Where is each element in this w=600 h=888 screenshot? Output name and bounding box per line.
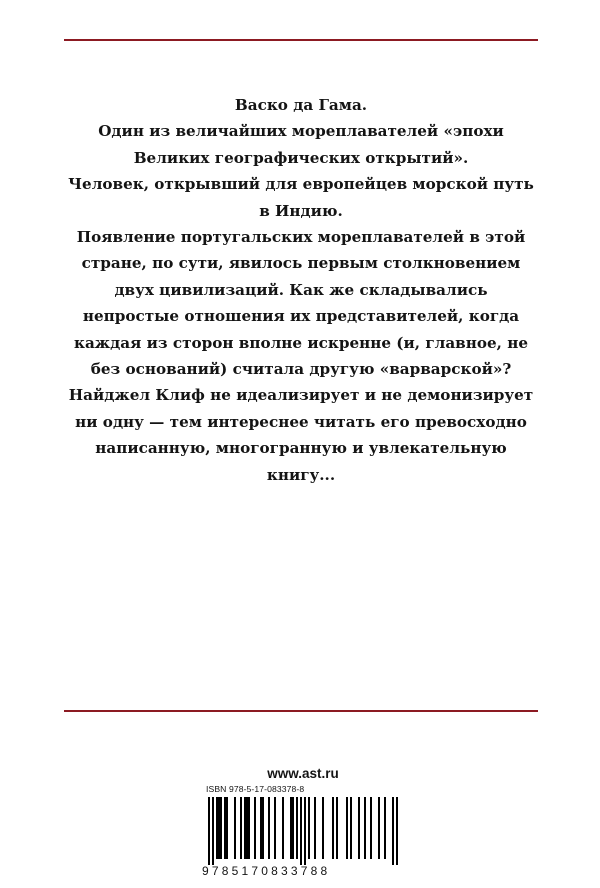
barcode-icon xyxy=(200,797,406,867)
isbn-label: ISBN 978-5-17-083378-8 xyxy=(206,784,305,794)
blurb-paragraph: Человек, открывший для европейцев морской путь в Индию. xyxy=(68,175,534,220)
ean-digits: 9785170833788 xyxy=(202,864,331,878)
blurb-paragraph: Найджел Клиф не идеализирует и не демонизирует ни одну — тем интереснее читать его превосходно написанную, многогранную и увлекательную книгу... xyxy=(68,386,534,484)
blurb-title: Васко да Гама. xyxy=(234,96,368,114)
publisher-website[interactable]: www.ast.ru xyxy=(267,766,339,781)
top-divider xyxy=(64,39,538,41)
barcode-block xyxy=(200,783,406,884)
blurb-paragraph: Появление португальских мореплавателей в этой стране, по сути, явилось первым столкновением двух цивилизаций. Как же складывались непростые отношения их представителей, когда каждая из сторон вполне искренне (и, главное, не без оснований) считала другую «варварской»? xyxy=(73,228,529,379)
back-cover-blurb xyxy=(66,92,536,488)
blurb-paragraph: Один из величайших мореплавателей «эпохи Великих географических открытий». xyxy=(98,122,504,167)
bottom-divider xyxy=(64,710,538,712)
